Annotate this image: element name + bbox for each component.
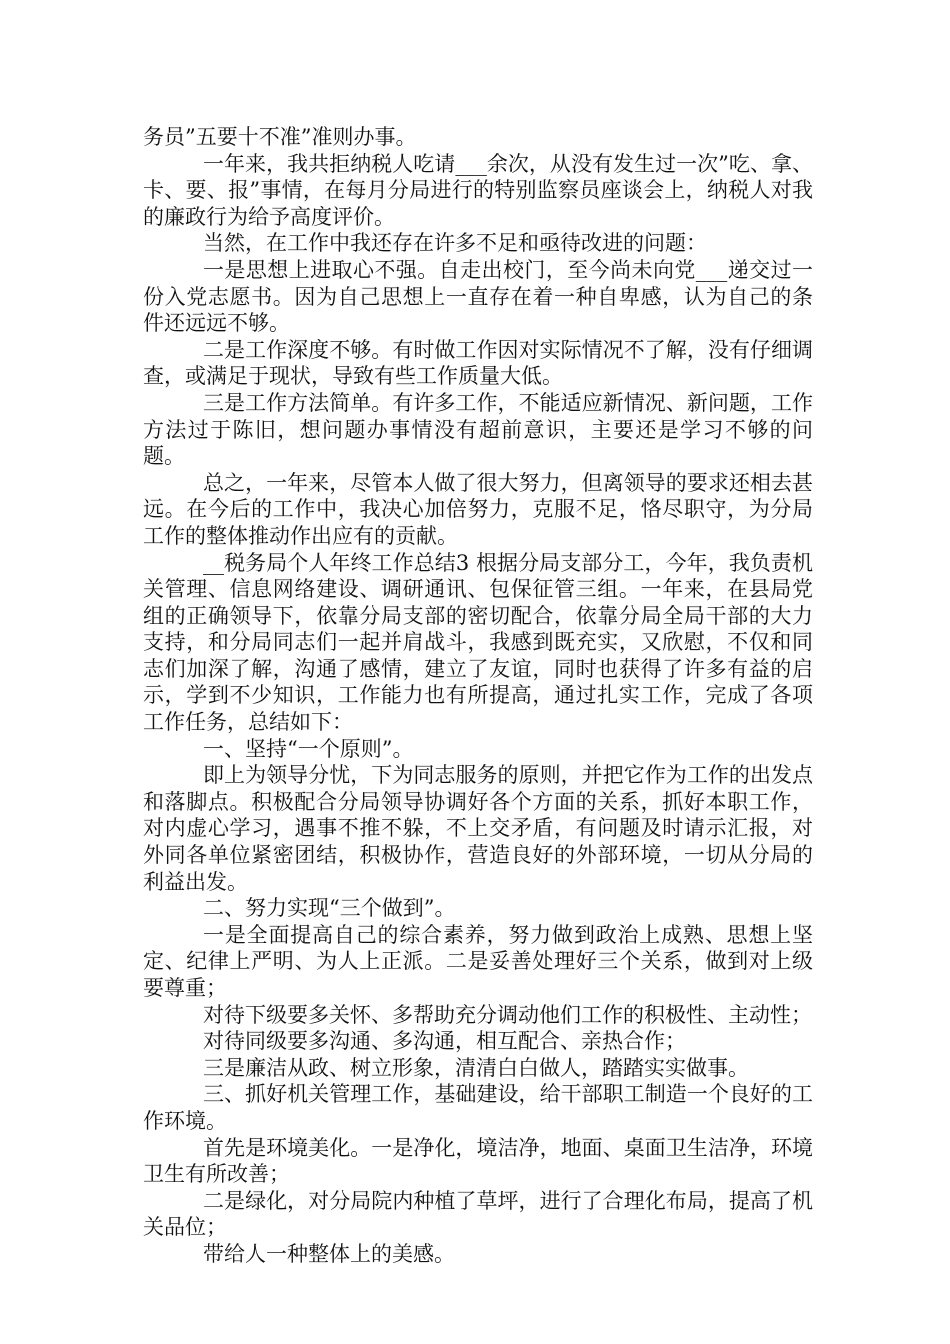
paragraph: 三是廉洁从政、树立形象，清清白白做人，踏踏实实做事。 <box>203 1055 749 1080</box>
paragraph: 一年来，我共拒纳税人吃请___余次，从没有发生过一次”吃、拿、卡、要、报”事情，在每月分局进行的特别监察员座谈会上，纳税人对我的廉政行为给予高度评价。 <box>143 151 813 229</box>
paragraph: 三是工作方法简单。有许多工作，不能适应新情况、新问题，工作方法过于陈旧，想问题办事情没有超前意识，主要还是学习不够的问题。 <box>143 390 813 469</box>
paragraph: 一是全面提高自己的综合素养，努力做到政治上成熟、思想上坚定、纪律上严明、为人上正派。二是妥善处理好三个关系，做到对上级要尊重； <box>143 922 813 1000</box>
document-body <box>143 124 813 1268</box>
paragraph: 总之，一年来，尽管本人做了很大努力，但离领导的要求还相去甚远。在今后的工作中，我决心加倍努力，克服不足，恪尽职守，为分局工作的整体推动作出应有的贡献。 <box>143 470 813 548</box>
section-heading: 二、努力实现“三个做到”。 <box>203 896 456 921</box>
paragraph: 二是绿化，对分局院内种植了草坪，进行了合理化布局，提高了机关品位； <box>143 1188 813 1240</box>
paragraph: 一是思想上进取心不强。自走出校门，至今尚未向党___递交过一份入党志愿书。因为自己思想上一直存在着一种自卑感，认为自己的条件还远远不够。 <box>143 257 813 336</box>
paragraph: 对待同级要多沟通、多沟通，相互配合、亲热合作； <box>203 1029 686 1054</box>
paragraph: 首先是环境美化。一是净化，境洁净，地面、桌面卫生洁净，环境卫生有所改善； <box>143 1135 813 1187</box>
paragraph: 二是工作深度不够。有时做工作因对实际情况不了解，没有仔细调查，或满足于现状，导致有些工作质量大低。 <box>143 337 813 389</box>
section-heading: 一、坚持“一个原则”。 <box>203 736 414 761</box>
paragraph: 带给人一种整体上的美感。 <box>203 1241 455 1266</box>
paragraph: 对待下级要多关怀、多帮助充分调动他们工作的积极性、主动性； <box>203 1002 812 1027</box>
paragraph: 即上为领导分忧，下为同志服务的原则，并把它作为工作的出发点和落脚点。积极配合分局领导协调好各个方面的关系，抓好本职工作，对内虚心学习，遇事不推不躲，不上交矛盾，有问题及时请示汇报，对外同各单位紧密团结，积极协作，营造良好的外部环境，一切从分局的利益出发。 <box>143 763 813 894</box>
paragraph: 当然，在工作中我还存在许多不足和亟待改进的问题： <box>203 231 707 256</box>
paragraph: 务员”五要十不准”准则办事。 <box>143 125 417 149</box>
section-heading: 三、抓好机关管理工作，基础建设，给干部职工制造一个良好的工作环境。 <box>143 1082 813 1133</box>
paragraph: __税务局个人年终工作总结3 根据分局支部分工，今年，我负责机关管理、信息网络建设、调研通讯、包保征管三组。一年来，在县局党组的正确领导下，依靠分局支部的密切配合，依靠分局全局干部的大力支持，和分局同志们一起并肩战斗，我感到既充实，又欣慰，不仅和同志们加深了解，沟通了感情，建立了友谊，同时也获得了许多有益的启示，学到不少知识，工作能力也有所提高，通过扎实工作，完成了各项工作任务，总结如下： <box>143 550 813 735</box>
